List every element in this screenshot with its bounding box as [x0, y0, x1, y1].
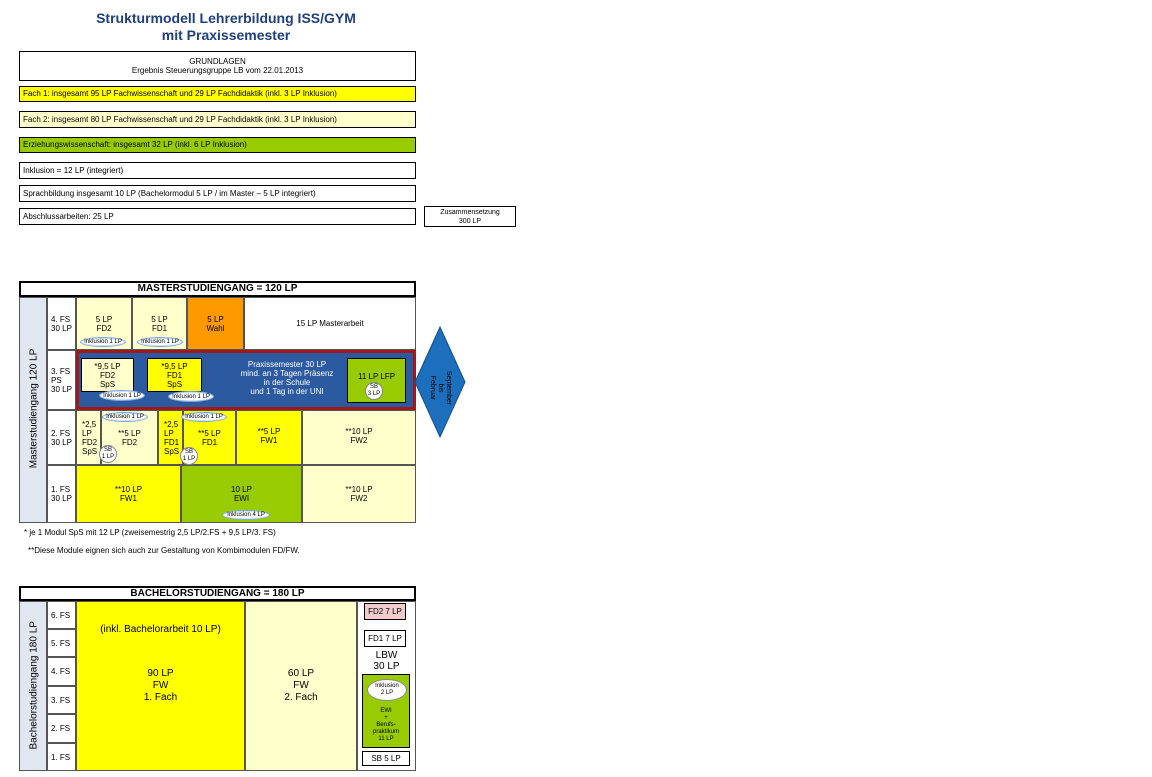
lp-value: **5 LP: [257, 427, 281, 436]
fs-label: 1. FS: [51, 485, 71, 494]
master-fs2-sps-fd2: [76, 410, 101, 465]
praxis-line: Praxissemester 30 LP: [247, 360, 327, 369]
master-fs2-fw1: [236, 410, 302, 465]
module-name: FD1: [151, 324, 168, 333]
bachelor-fd1: FD1 7 LP: [364, 630, 406, 647]
master-fs3-sps-fd2: [81, 358, 134, 392]
inklusion-box: Inklusion = 12 LP (integriert): [19, 162, 416, 179]
module-name: FD2: [82, 437, 98, 447]
fs-lp: 30 LP: [51, 323, 72, 333]
lp-unit: LP: [82, 428, 92, 438]
sb-lp: 1 LP: [182, 456, 196, 462]
master-fs2-fw2: [302, 410, 416, 465]
module-name: EWI: [233, 494, 250, 503]
module-name: FD2: [96, 324, 112, 333]
zusammensetzung-box: [424, 206, 516, 227]
master-fs3-label: [47, 350, 76, 410]
master-fs1-label: [47, 465, 76, 523]
bachelor-fs-label: 6. FS: [47, 601, 76, 629]
footnote-sps: * je 1 Modul SpS mit 12 LP (zweisemestrig 2,5 LP/2.FS + 9,5 LP/3. FS): [24, 528, 276, 537]
bachelor-header: BACHELORSTUDIENGANG = 180 LP: [19, 586, 416, 601]
inklusion-badge: Inklusion 1 LP: [168, 391, 214, 402]
diamond-label: [428, 332, 452, 444]
fs-ps: PS: [51, 375, 62, 385]
lp-value: *9,5 LP: [161, 361, 188, 371]
sb-badge: [365, 382, 383, 400]
lp-value: **5 LP: [198, 428, 221, 438]
inklusion-badge: Inklusion 4 LP: [222, 510, 270, 520]
lp-value: 5 LP: [95, 315, 113, 324]
praxis-line: in der Schule: [263, 378, 311, 387]
module-name: FD2: [99, 370, 116, 380]
bachelor-fs-label: 3. FS: [47, 686, 76, 714]
bachelorarbeit-note: (inkl. Bachelorarbeit 10 LP): [100, 624, 221, 635]
module-name: FW: [152, 680, 169, 691]
module-name: FW1: [120, 494, 137, 503]
fs-lp: 30 LP: [51, 384, 72, 394]
module-name: FW: [293, 680, 309, 691]
grundlagen-subheading: Ergebnis Steuerungsgruppe LB vom 22.01.2013: [131, 66, 304, 75]
fs-label: 2. FS: [51, 428, 71, 438]
lp-value: 10 LP: [231, 485, 252, 494]
lp-value: *2,5: [164, 419, 179, 429]
bachelor-sidebar-label: Bachelorstudiengang 180 LP: [28, 621, 40, 750]
ewi-lp: 11 LP: [378, 736, 394, 742]
module-type: SpS: [99, 379, 116, 389]
module-type: SpS: [164, 446, 180, 456]
diamond-line: Februar: [429, 375, 436, 401]
grundlagen-heading: GRUNDLAGEN: [189, 57, 246, 66]
praxis-line: mind. an 3 Tagen Präsenz: [240, 369, 334, 378]
fach1-box: Fach 1: insgesamt 95 LP Fachwissenschaft und 29 LP Fachdidaktik (inkl. 3 LP Inklusion): [19, 86, 416, 102]
lp-value: **10 LP: [345, 485, 373, 494]
zusammensetzung-value: 300 LP: [458, 218, 482, 225]
bachelor-lbw: [357, 650, 416, 672]
ewi-text: [363, 708, 409, 743]
master-fs4-label: [47, 297, 76, 350]
module-type: SpS: [166, 379, 183, 389]
bachelor-ewi: [362, 674, 410, 748]
module-name: FW1: [260, 436, 278, 445]
fach-label: 2. Fach: [284, 692, 318, 703]
sb-lp: 3 LP: [367, 391, 381, 397]
lfp-label: 11 LP LFP: [357, 372, 396, 381]
fach2-box: Fach 2: insgesamt 80 LP Fachwissenschaft und 29 LP Fachdidaktik (inkl. 3 LP Inklusion): [19, 111, 416, 128]
ewi-berufs: Berufs-: [376, 722, 396, 728]
master-fs2-label: [47, 410, 76, 465]
inklusion-badge: Inklusion 1 LP: [102, 412, 148, 422]
sprachbildung-box: Sprachbildung insgesamt 10 LP (Bachelormodul 5 LP / im Master – 5 LP integriert): [19, 185, 416, 202]
master-fs4-wahl: [187, 297, 244, 350]
master-fs1-fw1: [76, 465, 181, 523]
sb-label: SB: [103, 447, 112, 453]
grundlagen-box: [19, 51, 416, 81]
bachelor-sb: SB 5 LP: [362, 751, 410, 766]
bachelor-sidebar: [19, 601, 47, 771]
zusammensetzung-label: Zusammensetzung: [440, 209, 500, 216]
title-line-1: Strukturmodell Lehrerbildung ISS/GYM: [96, 10, 356, 26]
module-name: Wahl: [206, 323, 225, 333]
bachelor-fd2: FD2 7 LP: [364, 603, 406, 620]
diamond-line: bis: [437, 383, 444, 393]
lbw-lp: 30 LP: [373, 661, 400, 672]
inklusion-badge: Inklusion 1 LP: [181, 412, 227, 422]
bachelor-fs-label: 4. FS: [47, 657, 76, 686]
lp-value: **10 LP: [114, 485, 143, 494]
lp-value: **10 LP: [345, 427, 373, 436]
praxissemester-text: [232, 360, 342, 396]
sb-badge: [99, 445, 117, 463]
fach2-text: [246, 668, 356, 704]
master-fs3-sps-fd1: [147, 358, 202, 392]
lp-value: 5 LP: [151, 315, 168, 324]
lp-value: 5 LP: [207, 314, 224, 324]
fs-label: 4. FS: [51, 314, 71, 324]
inklusion-lp: 2 LP: [380, 690, 394, 696]
semester-period-diamond-text: [414, 326, 466, 438]
bachelor-fach1: [76, 601, 245, 771]
lp-value: **5 LP: [118, 428, 141, 438]
lbw-label: LBW: [375, 650, 398, 661]
master-header: MASTERSTUDIENGANG = 120 LP: [19, 281, 416, 297]
module-name: FD1: [166, 370, 183, 380]
sb-lp: 1 LP: [101, 454, 115, 460]
diamond-line: September: [445, 370, 452, 406]
master-fs1-fw2: [302, 465, 416, 523]
sb-label: SB: [369, 384, 378, 390]
master-sidebar-label: Masterstudiengang 120 LP: [28, 348, 40, 469]
sb-badge: [180, 447, 198, 465]
sb-label: SB: [184, 449, 193, 455]
inklusion-badge: [367, 679, 407, 701]
master-sidebar: [19, 297, 47, 523]
fach1-text: [77, 668, 244, 704]
ewi-plus: +: [384, 715, 388, 721]
fs-lp: 30 LP: [51, 494, 72, 503]
praxis-line: und 1 Tag in der UNI: [250, 387, 324, 396]
ewi-label: EWI: [380, 708, 392, 714]
inklusion-badge: Inklusion 1 LP: [80, 337, 126, 347]
lp-unit: LP: [164, 428, 174, 438]
bachelor-fs-label: 1. FS: [47, 743, 76, 771]
fach-label: 1. Fach: [143, 692, 178, 703]
inklusion-badge: Inklusion 1 LP: [99, 390, 145, 401]
module-name: FD1: [201, 437, 218, 447]
fs-lp: 30 LP: [51, 437, 72, 447]
footnote-kombimodule: **Diese Module eignen sich auch zur Gestaltung von Kombimodulen FD/FW.: [28, 546, 300, 555]
master-fs4-masterarbeit: 15 LP Masterarbeit: [244, 297, 416, 350]
bachelor-fs-label: 2. FS: [47, 714, 76, 743]
page-title: [20, 10, 432, 44]
lp-value: *9,5 LP: [94, 361, 121, 371]
ewi-box: Erziehungswissenschaft: insgesamt 32 LP (inkl. 6 LP Inklusion): [19, 137, 416, 153]
module-name: FW2: [350, 436, 368, 445]
module-type: SpS: [82, 446, 98, 456]
bachelor-fach2: [245, 601, 357, 771]
ewi-praktikum: praktikum: [372, 729, 399, 735]
abschluss-box: Abschlussarbeiten: 25 LP: [19, 208, 416, 225]
module-name: FD1: [164, 437, 180, 447]
module-name: FD2: [121, 437, 138, 447]
lp-value: 60 LP: [287, 668, 315, 679]
inklusion-label: Inklusion: [375, 683, 399, 689]
title-line-2: mit Praxissemester: [161, 27, 291, 43]
lp-value: 90 LP: [147, 668, 174, 679]
inklusion-badge: Inklusion 1 LP: [137, 337, 183, 347]
module-name: FW2: [350, 494, 368, 503]
bachelor-fs-label: 5. FS: [47, 629, 76, 657]
lp-value: *2,5: [82, 419, 97, 429]
fs-label: 3. FS: [51, 366, 71, 376]
